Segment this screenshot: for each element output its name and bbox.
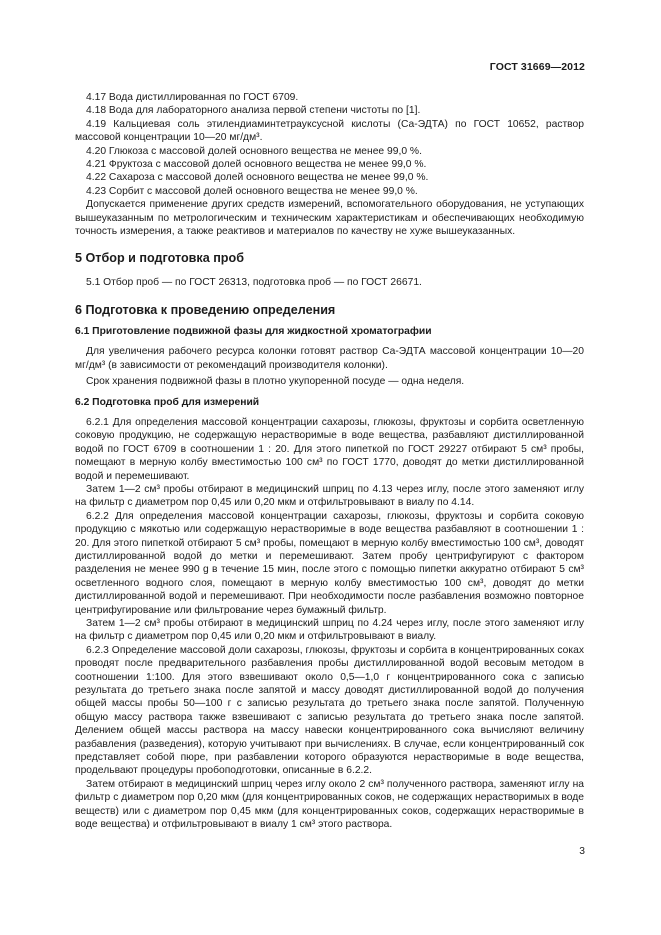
para-6-2-2: 6.2.2 Для определения массовой концентрации сахарозы, глюкозы, фруктозы и сорбита соковую продукцию с мякотью или содержащую нерастворимые в воде вещества разбавляют в соотношении 1 : 20. Для этого пипеткой отбирают 5 см³ пробы, помещают в мерную колбу вместимостью 100 см³, доводят дистиллированной водой до метки и перемешивают. Затем пробу центрифугируют с фактором разделения не менее 990 g в течение 15 мин, после этого с помощью пипетки аккуратно отбирают 5 см³ осветленного водного слоя, помещают в мерную колбу вместимостью 100 см³, доводят до метки дистиллированной водой и перемешивают. При необходимости после разбавления возможно повторное центрифугирование или фильтрование через бумажный фильтр. xyxy=(75,510,584,616)
page-number: 3 xyxy=(579,846,585,857)
section-5-title: 5 Отбор и подготовка проб xyxy=(75,251,244,266)
section-6-1-title: 6.1 Приготовление подвижной фазы для жидкостной хроматографии xyxy=(75,325,432,337)
para-6-2-1: 6.2.1 Для определения массовой концентрации сахарозы, глюкозы, фруктозы и сорбита осветленную соковую продукцию, не содержащую нерастворимые в воде вещества, разбавляют дистиллированной водой по ГОСТ 6709 в соотношении 1 : 20. Для этого пипеткой по ГОСТ 29227 отбирают 5 см³ пробы, помещают в мерную колбу вместимостью 100 см³ по ГОСТ 1770, доводят до метки дистиллированной водой и перемешивают. xyxy=(75,416,584,482)
item-4-18: 4.18 Вода для лабораторного анализа первой степени чистоты по [1]. xyxy=(86,105,421,117)
document-header: ГОСТ 31669—2012 xyxy=(489,61,585,73)
item-4-22: 4.22 Сахароза с массовой долей основного вещества не менее 99,0 %. xyxy=(86,172,429,184)
para-6-2-3-cont: Затем отбирают в медицинский шприц через иглу около 2 см³ полученного раствора, заменяют иглу на фильтр с диаметром пор 0,20 мкм (для концентрированных соков, не содержащих нерастворимых в воде веществ) или с диаметром пор 0,45 мкм (для концентрированных соков, содержащих нерастворимые в воде вещества) и отфильтровывают в виалу 1 см³ этого раствора. xyxy=(75,778,584,831)
document-body xyxy=(75,91,584,832)
item-note: Допускается применение других средств измерений, вспомогательного оборудования, не уступающих вышеуказанным по метрологическим и техническим характеристикам и обеспечивающих необходимую точность измерения, а также реактивов и материалов по качеству не хуже вышеуказанных. xyxy=(75,199,584,238)
item-4-19: 4.19 Кальциевая соль этилендиаминтетрауксусной кислоты (Са-ЭДТА) по ГОСТ 10652, раствор массовой концентрации 10—20 мг/дм³. xyxy=(75,118,584,144)
section-5-text: 5.1 Отбор проб — по ГОСТ 26313, подготовка проб — по ГОСТ 26671. xyxy=(86,277,422,289)
section-6-title: 6 Подготовка к проведению определения xyxy=(75,302,336,317)
item-4-17: 4.17 Вода дистиллированная по ГОСТ 6709. xyxy=(86,92,299,103)
para-6-2-3: 6.2.3 Определение массовой доли сахарозы, глюкозы, фруктозы и сорбита в концентрированных соках проводят после предварительного разбавления пробы дистиллированной водой весовым методом в соотношении 1:100. Для этого взвешивают около 0,5—1,0 г концентрированного сока с записью результата до третьего знака после запятой и массу доводят дистиллированной водой до получения общей массы пробы 50—100 г с записью результата до третьего знака после запятой. Полученную общую массу раствора также взвешивают с записью результата до третьего знака после запятой. Делением общей массы раствора на массу навески концентрированного сока вычисляют величину разбавления (разведения), которую учитывают при вычислениях. В случае, если концентрированный сок представляет собой пюре, при разбавлении которого образуются нерастворимые в воде вещества, продельвают процедуры пробоподготовки, описанные в 6.2.2. xyxy=(75,644,584,777)
item-4-23: 4.23 Сорбит с массовой долей основного вещества не менее 99,0 %. xyxy=(86,185,418,197)
section-6-2-title: 6.2 Подготовка проб для измерений xyxy=(75,396,260,408)
section-6-1-para-2: Срок хранения подвижной фазы в плотно укупоренной посуде — одна неделя. xyxy=(86,376,465,388)
section-6-1-para-1: Для увеличения рабочего ресурса колонки готовят раствор Са-ЭДТА массовой концентрации 10—20 мг/дм³ (в зависимости от рекомендаций производителя колонки). xyxy=(75,346,584,371)
item-4-21: 4.21 Фруктоза с массовой долей основного вещества не менее 99,0 %. xyxy=(86,159,427,171)
para-6-2-1-cont: Затем 1—2 см³ пробы отбирают в медицинский шприц по 4.13 через иглу, после этого заменяют иглу на фильтр с диаметром пор 0,45 или 0,20 мкм и отфильтровывают в виалу по 4.14. xyxy=(75,483,584,509)
item-4-20: 4.20 Глюкоза с массовой долей основного вещества не менее 99,0 %. xyxy=(86,145,422,157)
para-6-2-2-cont: Затем 1—2 см³ пробы отбирают в медицинский шприц по 4.24 через иглу, после этого заменяют иглу на фильтр с диаметром пор 0,45 или 0,20 мкм и отфильтровывают в виалу. xyxy=(75,618,584,643)
